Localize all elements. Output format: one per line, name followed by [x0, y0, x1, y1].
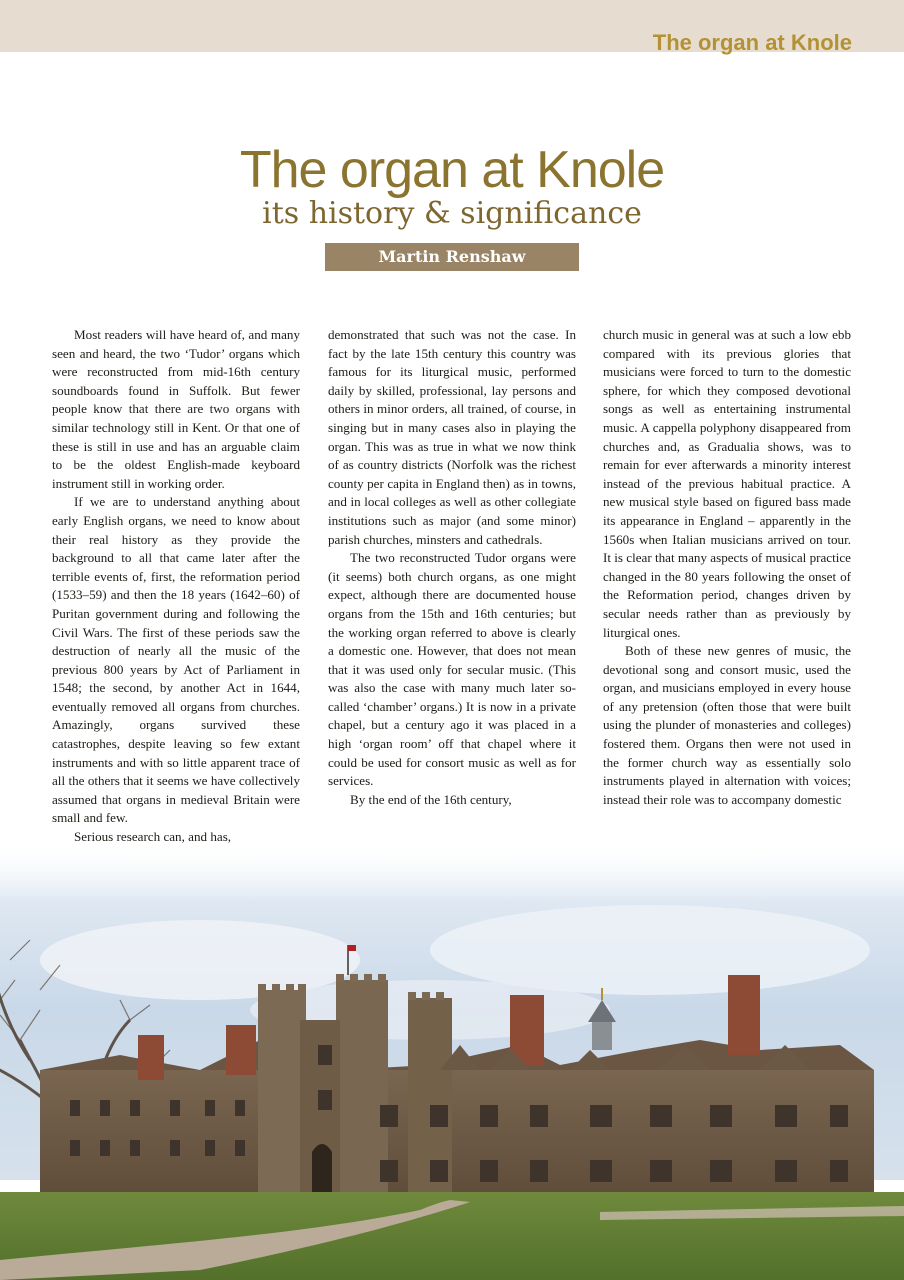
paragraph: By the end of the 16th century, — [350, 791, 512, 807]
author-byline: Martin Renshaw — [325, 243, 579, 271]
paragraph: Most readers will have heard of, and many seen and heard, the two ‘Tudor’ organs which were reconstructed from mid-16th century soundboards found in Suffolk. But fewer people know that there are two organs with similar technology still in Kent. Or that one of these is still in use and has an arguable claim to be the oldest English-made keyboard instrument still in working order. — [52, 327, 300, 491]
text-column-2 — [328, 326, 576, 809]
paragraph: Serious research can, and has, — [74, 829, 232, 845]
paragraph: If we are to understand anything about early English organs, we need to know about their real history as they provide the background to all that came later after the terrible events of, first, the reformation period (1533–59) and then the 18 years (1642–60) of Puritan government during and following the Civil Wars. The first of these periods saw the destruction of nearly all the music of the previous 800 years by Act of Parliament in 1548; the second, by another Act in 1644, eventually removed all organs from churches. Amazingly, organs survived these catastrophes, despite leaving so few extant instruments and with so little apparent trace of all the others that it seems we have collectively assumed that organs in medieval Britain were small and few. — [52, 494, 300, 826]
paragraph: demonstrated that such was not the case. In fact by the late 15th century this country was famous for its liturgical music, performed daily by skilled, professional, lay persons and others in minor orders, all trained, of course, in singing but in many cases also in playing the organ. This was as true in what we now think of as country districts (Norfolk was the richest county per capita in England then) as in towns, and in local colleges as well as other collegiate institutions such as major (and some minor) parish churches, minsters and cathedrals. — [328, 327, 576, 547]
running-head: The organ at Knole — [652, 30, 852, 55]
paragraph: church music in general was at such a low ebb compared with its previous glories that musicians were forced to turn to the domestic sphere, for which they composed devotional songs as well as entertaining instrumental music. A cappella polyphony disappeared from churches and, as Gradualia shows, was to remain for ever afterwards a minority interest instead of the previous habitual practice. A new musical style based on figured bass made its appearance in England – apparently in the 1560s when Italian musicians arrived on tour. It is clear that many aspects of musical practice changed in the 80 years following the onset of the Reformation period, changes driven by secular needs rather than as previously by liturgical ones. — [603, 327, 851, 640]
text-column-1 — [52, 326, 300, 847]
paragraph: Both of these new genres of music, the devotional song and consort music, used the organ, and musicians employed in every house of any pretension (often those that were built using the plunder of monasteries and colleges) fostered them. Organs then were not used in the former church way as essentially solo instruments played in alternation with voices; instead their role was to accompany domestic — [603, 643, 851, 807]
paragraph: The two reconstructed Tudor organs were (it seems) both church organs, as one might expect, although there are documented house organs from the 15th and 16th centuries; but the working organ referred to above is clearly a domestic one. However, that does not mean that it was used only for secular music. (This was also the case with many much later so-called ‘chamber’ organs.) It is now in a private chapel, but a century ago it was placed in a high ‘organ room’ off that chapel where it could be used for consort music as well as for services. — [328, 550, 576, 789]
article-title: The organ at Knole — [239, 141, 665, 199]
text-column-3 — [603, 326, 851, 809]
article-subtitle: its history & significance — [262, 196, 642, 231]
